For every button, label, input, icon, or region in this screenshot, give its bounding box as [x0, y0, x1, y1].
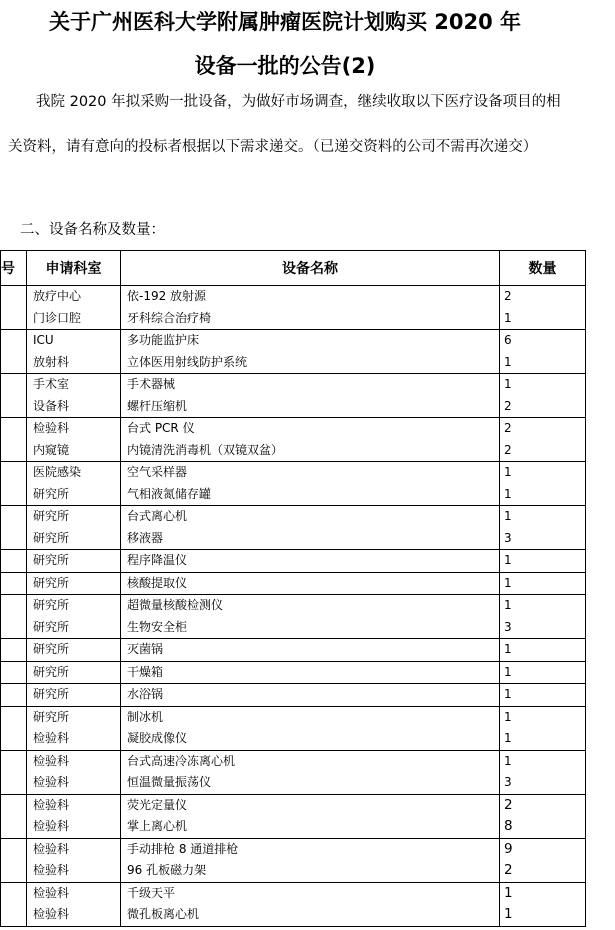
quantity-value: 1	[504, 884, 513, 901]
quantity-cell	[500, 706, 586, 750]
equipment-name: 依-192 放射源	[127, 289, 207, 304]
header-dept: 申请科室	[27, 251, 121, 286]
quantity-cell	[500, 750, 586, 794]
quantity-value: 2	[504, 398, 512, 413]
equipment-name: 千级天平	[127, 885, 176, 900]
dept-label: 内窥镜	[33, 442, 70, 457]
quantity-value: 1	[504, 509, 512, 524]
dept-label: ICU	[33, 333, 54, 348]
equipment-name: 手术器械	[127, 377, 176, 392]
equipment-name: 核酸提取仪	[127, 575, 188, 590]
header-quantity: 数量	[500, 251, 586, 286]
equipment-name: 灭菌锅	[127, 642, 164, 657]
index-cell	[1, 661, 27, 684]
quantity-cell	[500, 595, 586, 639]
quantity-cell	[500, 286, 586, 330]
equipment-name: 干燥箱	[127, 664, 164, 679]
index-cell	[1, 750, 27, 794]
quantity-value: 1	[504, 377, 512, 392]
equipment-name: 内镜清洗消毒机（双镜双盆）	[127, 442, 284, 457]
equipment-name: 多功能监护床	[127, 333, 200, 348]
index-cell	[1, 418, 27, 462]
quantity-value: 2	[504, 289, 512, 304]
quantity-value: 1	[504, 709, 512, 724]
equipment-name-cell	[121, 750, 500, 794]
quantity-value: 1	[504, 731, 512, 745]
table-group-row	[1, 506, 586, 550]
quantity-value: 1	[504, 486, 512, 501]
dept-label: 研究所	[33, 687, 70, 702]
table-group-row	[1, 286, 586, 330]
dept-cell	[27, 286, 121, 330]
dept-label: 放疗中心	[33, 289, 82, 304]
quantity-value: 3	[504, 775, 512, 789]
equipment-name-cell	[121, 794, 500, 838]
dept-label: 研究所	[33, 664, 70, 679]
index-cell	[1, 330, 27, 374]
index-cell	[1, 506, 27, 550]
dept-label: 研究所	[33, 709, 70, 724]
equipment-name: 掌上离心机	[127, 819, 188, 833]
table-group-row	[1, 639, 586, 662]
equipment-name-cell	[121, 706, 500, 750]
dept-label: 检验科	[33, 885, 70, 900]
quantity-value: 1	[504, 664, 512, 679]
equipment-name-cell	[121, 572, 500, 595]
equipment-name: 手动排枪 8 通道排枪	[127, 841, 239, 856]
dept-cell	[27, 595, 121, 639]
dept-label: 研究所	[33, 509, 70, 524]
table-group-row	[1, 550, 586, 573]
equipment-name: 超微量核酸检测仪	[127, 598, 224, 613]
equipment-name: 96 孔板磁力架	[127, 863, 207, 877]
index-cell	[1, 882, 27, 926]
quantity-value: 3	[504, 530, 512, 545]
equipment-name: 微孔板离心机	[127, 907, 200, 921]
quantity-cell	[500, 418, 586, 462]
header-equipment-name: 设备名称	[121, 251, 500, 286]
dept-label: 检验科	[33, 775, 70, 789]
dept-label: 研究所	[33, 486, 70, 501]
index-cell	[1, 595, 27, 639]
equipment-name-cell	[121, 661, 500, 684]
quantity-cell	[500, 462, 586, 506]
equipment-name: 荧光定量仪	[127, 797, 188, 812]
intro-paragraph: 我院 2020 年拟采购一批设备，为做好市场调查，继续收取以下医疗设备项目的相关资料，请有意向的投标者根据以下需求递交。（已递交资料的公司不需再次递交）	[8, 94, 561, 155]
index-cell	[1, 286, 27, 330]
equipment-name: 程序降温仪	[127, 553, 188, 568]
notice-title-line1: 关于广州医科大学附属肿瘤医院计划购买 2020 年	[48, 10, 522, 34]
equipment-name: 气相液氮储存罐	[127, 486, 212, 501]
quantity-value: 6	[504, 333, 512, 348]
equipment-name-cell	[121, 550, 500, 573]
table-header-row	[1, 251, 586, 286]
table-group-row	[1, 794, 586, 838]
notice-title-line2: 设备一批的公告(2)	[194, 54, 376, 78]
equipment-name: 台式高速冷冻离心机	[127, 753, 236, 768]
equipment-name: 恒温微量振荡仪	[127, 775, 212, 789]
dept-label: 医院感染	[33, 465, 82, 480]
dept-cell	[27, 794, 121, 838]
dept-label: 研究所	[33, 619, 70, 634]
quantity-cell	[500, 639, 586, 662]
equipment-name: 立体医用射线防护系统	[127, 354, 248, 369]
dept-label: 放射科	[33, 354, 70, 369]
quantity-value: 1	[504, 753, 512, 768]
equipment-name: 水浴锅	[127, 687, 164, 702]
dept-label: 检验科	[33, 731, 70, 745]
dept-cell	[27, 706, 121, 750]
equipment-name: 台式 PCR 仪	[127, 421, 195, 436]
dept-label: 设备科	[33, 398, 70, 413]
quantity-cell	[500, 661, 586, 684]
dept-cell	[27, 882, 121, 926]
index-cell	[1, 462, 27, 506]
quantity-value: 8	[504, 818, 513, 834]
table-group-row	[1, 462, 586, 506]
dept-label: 研究所	[33, 575, 70, 590]
quantity-value: 1	[504, 354, 512, 369]
quantity-value: 2	[504, 796, 513, 813]
table-group-row	[1, 838, 586, 882]
equipment-name: 生物安全柜	[127, 619, 188, 634]
quantity-cell	[500, 374, 586, 418]
quantity-cell	[500, 838, 586, 882]
dept-cell	[27, 572, 121, 595]
table-group-row	[1, 330, 586, 374]
quantity-value: 1	[504, 642, 512, 657]
quantity-cell	[500, 882, 586, 926]
dept-cell	[27, 750, 121, 794]
quantity-cell	[500, 506, 586, 550]
equipment-name-cell	[121, 506, 500, 550]
index-cell	[1, 706, 27, 750]
equipment-name-cell	[121, 595, 500, 639]
table-group-row	[1, 374, 586, 418]
dept-label: 检验科	[33, 863, 70, 877]
dept-cell	[27, 661, 121, 684]
quantity-value: 2	[504, 862, 513, 878]
equipment-name-cell	[121, 418, 500, 462]
index-cell	[1, 639, 27, 662]
dept-label: 研究所	[33, 553, 70, 568]
dept-label: 检验科	[33, 421, 70, 436]
quantity-value: 1	[504, 598, 512, 613]
index-cell	[1, 374, 27, 418]
dept-cell	[27, 506, 121, 550]
table-group-row	[1, 684, 586, 707]
equipment-name: 牙科综合治疗椅	[127, 310, 212, 325]
equipment-name-cell	[121, 330, 500, 374]
equipment-name: 台式离心机	[127, 509, 188, 524]
quantity-value: 2	[504, 442, 512, 457]
equipment-name: 螺杆压缩机	[127, 398, 188, 413]
equipment-name-cell	[121, 286, 500, 330]
equipment-name-cell	[121, 374, 500, 418]
quantity-cell	[500, 684, 586, 707]
dept-cell	[27, 462, 121, 506]
dept-label: 手术室	[33, 377, 70, 392]
table-group-row	[1, 595, 586, 639]
dept-cell	[27, 550, 121, 573]
quantity-value: 1	[504, 575, 512, 590]
quantity-value: 1	[504, 465, 512, 480]
equipment-name-cell	[121, 462, 500, 506]
dept-cell	[27, 684, 121, 707]
equipment-name: 制冰机	[127, 709, 164, 724]
table-group-row	[1, 882, 586, 926]
equipment-table	[0, 250, 586, 927]
quantity-value: 3	[504, 619, 512, 634]
quantity-cell	[500, 550, 586, 573]
dept-label: 检验科	[33, 907, 70, 921]
dept-cell	[27, 418, 121, 462]
dept-cell	[27, 374, 121, 418]
dept-label: 门诊口腔	[33, 310, 82, 325]
index-cell	[1, 794, 27, 838]
dept-label: 研究所	[33, 642, 70, 657]
quantity-value: 9	[504, 840, 513, 857]
quantity-cell	[500, 572, 586, 595]
quantity-value: 1	[504, 906, 513, 922]
section-heading: 二、设备名称及数量：	[20, 222, 165, 238]
quantity-cell	[500, 330, 586, 374]
table-group-row	[1, 572, 586, 595]
quantity-cell	[500, 794, 586, 838]
dept-label: 检验科	[33, 819, 70, 833]
dept-label: 检验科	[33, 797, 70, 812]
quantity-value: 1	[504, 687, 512, 702]
equipment-name: 空气采样器	[127, 465, 188, 480]
equipment-name-cell	[121, 838, 500, 882]
equipment-name: 凝胶成像仪	[127, 731, 188, 745]
index-cell	[1, 684, 27, 707]
quantity-value: 1	[504, 310, 512, 325]
table-group-row	[1, 706, 586, 750]
index-cell	[1, 550, 27, 573]
table-group-row	[1, 661, 586, 684]
dept-label: 检验科	[33, 753, 70, 768]
dept-cell	[27, 330, 121, 374]
equipment-name: 移液器	[127, 530, 164, 545]
quantity-value: 2	[504, 421, 512, 436]
index-cell	[1, 838, 27, 882]
dept-label: 检验科	[33, 841, 70, 856]
dept-label: 研究所	[33, 530, 70, 545]
equipment-name-cell	[121, 882, 500, 926]
dept-cell	[27, 639, 121, 662]
header-index: 号	[1, 251, 27, 286]
index-cell	[1, 572, 27, 595]
dept-cell	[27, 838, 121, 882]
quantity-value: 1	[504, 553, 512, 568]
table-group-row	[1, 418, 586, 462]
equipment-name-cell	[121, 684, 500, 707]
table-group-row	[1, 750, 586, 794]
equipment-name-cell	[121, 639, 500, 662]
dept-label: 研究所	[33, 598, 70, 613]
